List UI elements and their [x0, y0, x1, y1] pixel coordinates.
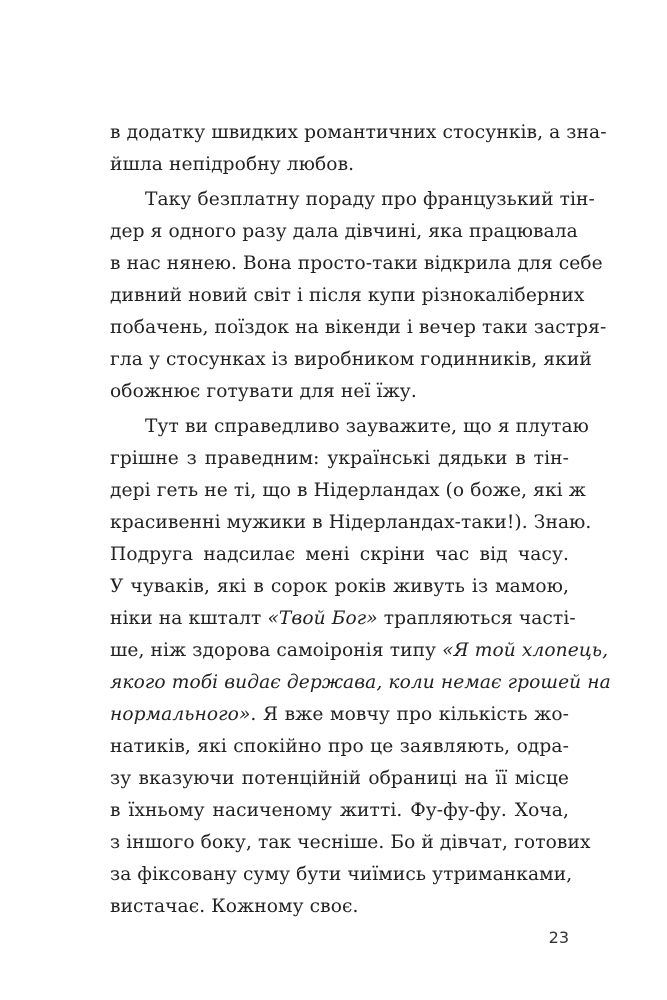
text-line: зу вказуючи потенційній обраниці на її місце — [110, 768, 569, 789]
text-line: Тут ви справедливо зауважите, що я плутаю — [145, 416, 589, 437]
italic-quote: нормального» — [110, 704, 251, 725]
text-line: за фіксовану суму бути чиїмись утриманками, — [110, 864, 573, 885]
text-run: ніки на кшталт — [110, 608, 268, 629]
page-number: 23 — [548, 928, 569, 947]
italic-quote: «Твой Бог» — [267, 608, 378, 629]
text-line: дер я одного разу дала дівчині, яка працювала — [110, 221, 578, 242]
italic-quote: «Я той хлопець, — [442, 640, 609, 661]
text-line: побачень, поїздок на вікенди і вечер таки застря- — [110, 317, 607, 338]
text-line: Подруга надсилає мені скріни час від часу. — [110, 544, 569, 565]
text-line: гла у стосунках із виробником годинників, який — [110, 349, 592, 370]
text-line — [110, 639, 609, 663]
text-run: ше, ніж здорова самоіронія типу — [110, 640, 443, 661]
text-line: дивний новий світ і після купи різнокаліберних — [110, 285, 585, 306]
text-line: Таку безплатну пораду про французький тін- — [145, 189, 595, 210]
text-line: красивенні мужики в Нідерландах-таки!). Знаю. — [110, 512, 592, 533]
text-line — [110, 703, 569, 727]
text-line: натиків, які спокійно про це заявляють, одра- — [110, 736, 569, 757]
text-line: в нас нянею. Вона просто-таки відкрила для себе — [110, 253, 603, 274]
text-line: йшла непідробну любов. — [110, 154, 355, 175]
text-line: з іншого боку, так чесніше. Бо й дівчат, готових — [110, 832, 591, 853]
text-run: трапляються часті- — [377, 608, 576, 629]
text-line: У чуваків, які в сорок років живуть із мамою, — [110, 576, 569, 597]
text-line: в додатку швидких романтичних стосунків, а зна- — [110, 122, 607, 143]
text-line: грішне з праведним: українські дядьки в тін- — [110, 448, 569, 469]
text-line: вистачає. Кожному своє. — [110, 896, 359, 917]
text-run: . Я вже мовчу про кількість жо- — [250, 704, 569, 725]
text-line: дері геть не ті, що в Нідерландах (о боже, які ж — [110, 480, 586, 501]
text-line: якого тобі видає держава, коли немає грошей на — [110, 672, 611, 693]
text-line — [110, 607, 576, 631]
text-line: в їхньому насиченому житті. Фу-фу-фу. Хоча, — [110, 800, 569, 821]
text-line: обожнює готувати для неї їжу. — [110, 381, 417, 402]
